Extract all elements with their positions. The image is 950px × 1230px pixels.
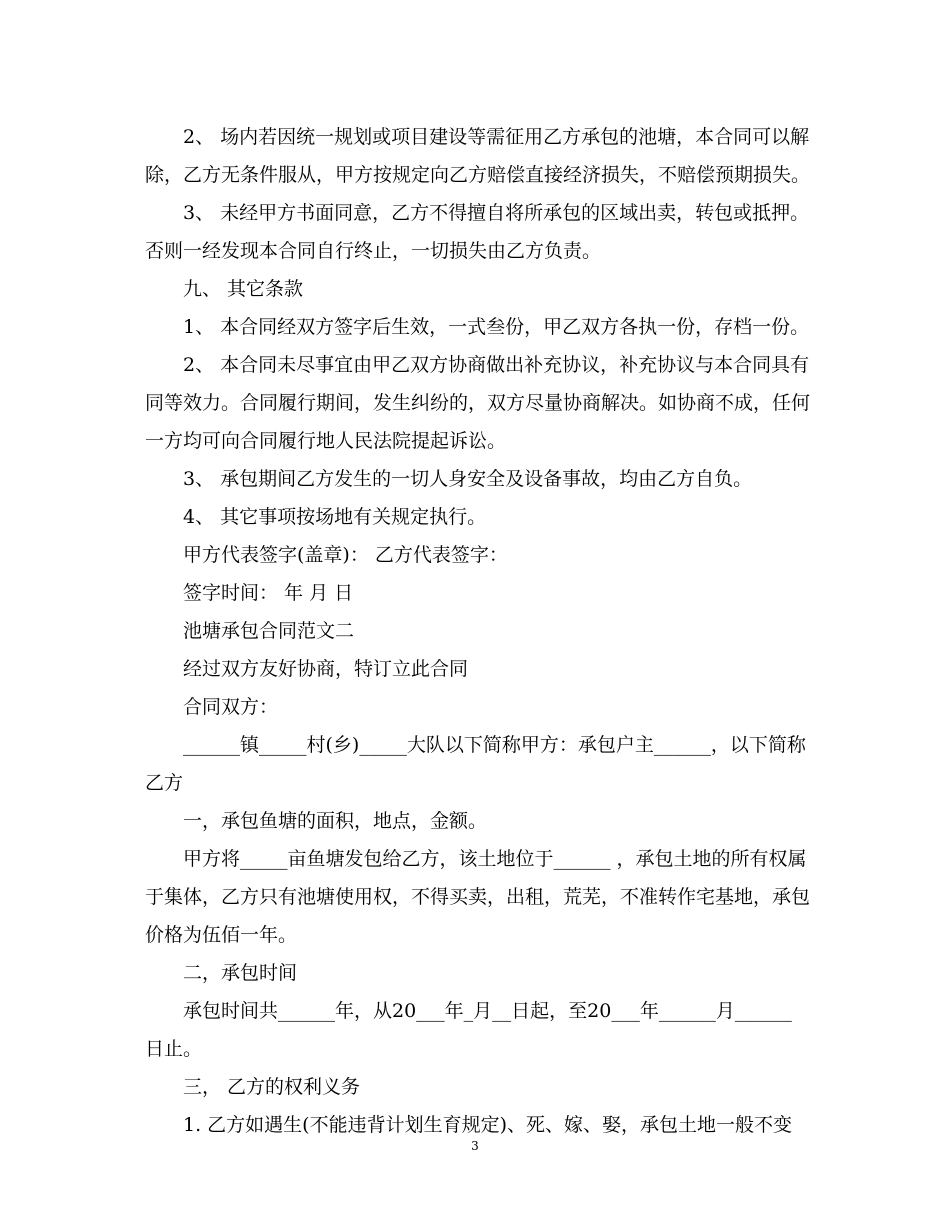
section-heading: 一，承包鱼塘的面积，地点，金额。: [183, 810, 488, 832]
clause-paragraph: 1、 本合同经双方签字后生效，一式叁份，甲乙双方各执一份，存档一份。: [183, 316, 810, 338]
clause-paragraph: 3、 未经甲方书面同意，乙方不得擅自将所承包的区域出卖，转包或抵押。否则一经发现本合同自行终止，一切损失由乙方负责。: [145, 202, 810, 262]
parties-paragraph: ______镇_____村(乡)_____大队以下简称甲方：承包户主______，以下简称乙方: [145, 734, 806, 794]
clause-paragraph: 1. 乙方如遇生(不能违背计划生育规定)、死、嫁、娶，承包土地一般不变: [183, 1114, 792, 1136]
clause-paragraph: 4、 其它事项按场地有关规定执行。: [183, 506, 487, 528]
intro-paragraph: 经过双方友好协商，特订立此合同: [183, 658, 469, 680]
clause-paragraph: 2、 本合同未尽事宜由甲乙双方协商做出补充协议，补充协议与本合同具有同等效力。合同履行期间，发生纠纷的，双方尽量协商解决。如协商不成，任何一方均可向合同履行地人民法院提起诉讼。: [145, 354, 811, 452]
document-body: [145, 118, 810, 1144]
parties-heading: 合同双方：: [183, 696, 279, 718]
clause-paragraph: 2、 场内若因统一规划或项目建设等需征用乙方承包的池塘，本合同可以解除，乙方无条件服从，甲方按规定向乙方赔偿直接经济损失，不赔偿预期损失。: [145, 126, 811, 186]
page-number: 3: [471, 1139, 479, 1153]
clause-paragraph: 3、 承包期间乙方发生的一切人身安全及设备事故，均由乙方自负。: [183, 468, 753, 490]
signature-line: 甲方代表签字(盖章)： 乙方代表签字：: [183, 544, 508, 566]
section-heading: 二，承包时间: [183, 962, 298, 984]
section-heading: 三， 乙方的权利义务: [183, 1076, 361, 1098]
section-heading: 九、 其它条款: [183, 278, 304, 300]
clause-paragraph: 承包时间共______年，从20___年_月__日起，至20___年______月______日止。: [145, 1000, 792, 1060]
document-subtitle: 池塘承包合同范文二: [183, 620, 355, 642]
signature-date-line: 签字时间： 年 月 日: [183, 582, 354, 604]
clause-paragraph: 甲方将_____亩鱼塘发包给乙方，该土地位于______ ，承包土地的所有权属于集体，乙方只有池塘使用权，不得买卖，出租，荒芜，不准转作宅基地，承包价格为伍佰一年。: [145, 848, 811, 946]
